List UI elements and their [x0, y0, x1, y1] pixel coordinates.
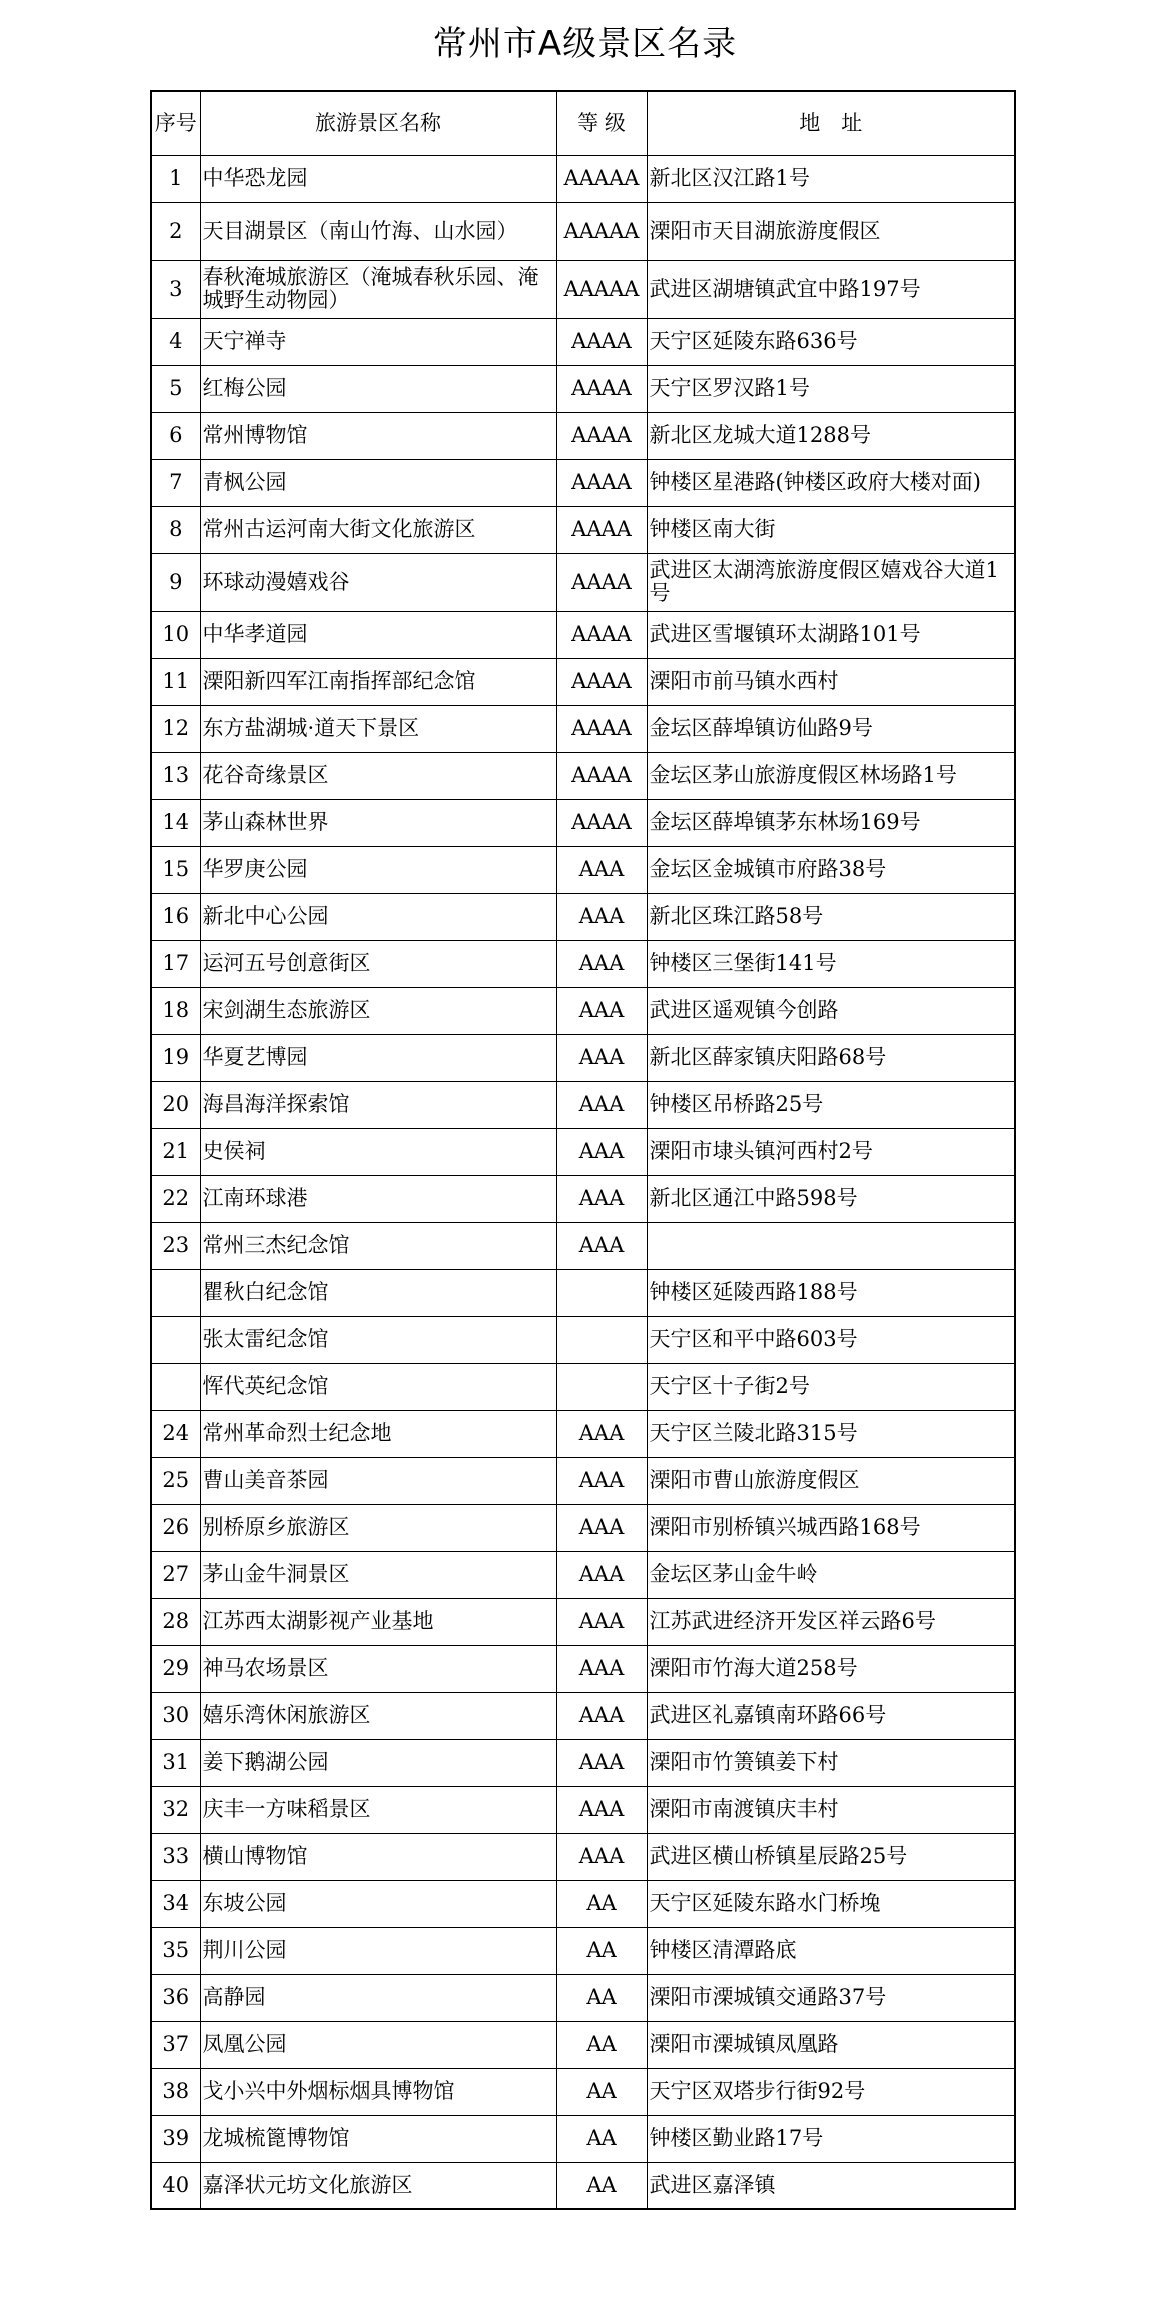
scenic-address: 新北区薛家镇庆阳路68号 — [647, 1034, 1015, 1081]
scenic-area-name: 溧阳新四军江南指挥部纪念馆 — [200, 658, 556, 705]
table-row — [151, 1081, 1015, 1128]
scenic-grade: AA — [556, 1974, 647, 2021]
row-number: 40 — [151, 2162, 200, 2209]
scenic-area-name: 宋剑湖生态旅游区 — [200, 987, 556, 1034]
row-number: 32 — [151, 1786, 200, 1833]
row-number: 9 — [151, 553, 200, 611]
table-row — [151, 1551, 1015, 1598]
row-number: 18 — [151, 987, 200, 1034]
header-name: 旅游景区名称 — [200, 91, 556, 155]
scenic-area-name: 史侯祠 — [200, 1128, 556, 1175]
scenic-address: 钟楼区勤业路17号 — [647, 2115, 1015, 2162]
scenic-grade: AAA — [556, 1081, 647, 1128]
scenic-grade: AAA — [556, 987, 647, 1034]
row-number: 13 — [151, 752, 200, 799]
scenic-grade — [556, 1363, 647, 1410]
row-number: 3 — [151, 260, 200, 318]
table-header-row — [151, 91, 1015, 155]
scenic-grade: AAA — [556, 1410, 647, 1457]
table-row — [151, 2021, 1015, 2068]
scenic-address: 天宁区延陵东路636号 — [647, 318, 1015, 365]
scenic-grade: AAA — [556, 1504, 647, 1551]
scenic-area-name: 江苏西太湖影视产业基地 — [200, 1598, 556, 1645]
row-number: 8 — [151, 506, 200, 553]
table-row — [151, 1504, 1015, 1551]
table-row — [151, 1457, 1015, 1504]
scenic-address: 钟楼区星港路(钟楼区政府大楼对面) — [647, 459, 1015, 506]
scenic-area-name: 运河五号创意街区 — [200, 940, 556, 987]
scenic-address: 溧阳市前马镇水西村 — [647, 658, 1015, 705]
scenic-address: 武进区雪堰镇环太湖路101号 — [647, 611, 1015, 658]
scenic-grade: AA — [556, 2162, 647, 2209]
scenic-area-name: 海昌海洋探索馆 — [200, 1081, 556, 1128]
row-number: 26 — [151, 1504, 200, 1551]
scenic-address: 武进区湖塘镇武宜中路197号 — [647, 260, 1015, 318]
scenic-area-name: 中华恐龙园 — [200, 155, 556, 202]
scenic-grade: AAA — [556, 1739, 647, 1786]
scenic-grade: AA — [556, 1927, 647, 1974]
scenic-area-name: 华夏艺博园 — [200, 1034, 556, 1081]
scenic-grade: AAAA — [556, 705, 647, 752]
scenic-area-name: 别桥原乡旅游区 — [200, 1504, 556, 1551]
table-row — [151, 846, 1015, 893]
scenic-address: 钟楼区南大街 — [647, 506, 1015, 553]
scenic-grade: AAAA — [556, 412, 647, 459]
scenic-area-name: 中华孝道园 — [200, 611, 556, 658]
table-row — [151, 318, 1015, 365]
table-row — [151, 987, 1015, 1034]
scenic-address: 钟楼区延陵西路188号 — [647, 1269, 1015, 1316]
scenic-area-table — [150, 90, 1016, 2210]
table-row — [151, 155, 1015, 202]
scenic-address: 天宁区兰陵北路315号 — [647, 1410, 1015, 1457]
scenic-address: 溧阳市别桥镇兴城西路168号 — [647, 1504, 1015, 1551]
scenic-area-name: 常州古运河南大街文化旅游区 — [200, 506, 556, 553]
scenic-area-name: 高静园 — [200, 1974, 556, 2021]
header-num: 序号 — [151, 91, 200, 155]
scenic-area-name: 戈小兴中外烟标烟具博物馆 — [200, 2068, 556, 2115]
scenic-grade: AAAA — [556, 752, 647, 799]
scenic-address: 武进区横山桥镇星辰路25号 — [647, 1833, 1015, 1880]
scenic-grade: AAAA — [556, 365, 647, 412]
scenic-area-name: 恽代英纪念馆 — [200, 1363, 556, 1410]
scenic-area-name: 江南环球港 — [200, 1175, 556, 1222]
scenic-area-name: 天目湖景区（南山竹海、山水园） — [200, 202, 556, 260]
scenic-address: 溧阳市溧城镇交通路37号 — [647, 1974, 1015, 2021]
table-row — [151, 2162, 1015, 2209]
scenic-address: 溧阳市竹海大道258号 — [647, 1645, 1015, 1692]
table-row — [151, 705, 1015, 752]
table-row — [151, 553, 1015, 611]
scenic-address: 新北区珠江路58号 — [647, 893, 1015, 940]
scenic-grade: AAA — [556, 846, 647, 893]
scenic-address: 新北区汉江路1号 — [647, 155, 1015, 202]
row-number: 29 — [151, 1645, 200, 1692]
scenic-area-name: 茅山金牛洞景区 — [200, 1551, 556, 1598]
row-number: 17 — [151, 940, 200, 987]
scenic-address: 武进区嘉泽镇 — [647, 2162, 1015, 2209]
scenic-grade: AAA — [556, 893, 647, 940]
table-body — [151, 155, 1015, 2209]
scenic-grade: AAA — [556, 1175, 647, 1222]
scenic-address: 天宁区和平中路603号 — [647, 1316, 1015, 1363]
row-number — [151, 1316, 200, 1363]
table-row — [151, 260, 1015, 318]
scenic-address: 新北区通江中路598号 — [647, 1175, 1015, 1222]
row-number: 5 — [151, 365, 200, 412]
table-row — [151, 1974, 1015, 2021]
scenic-grade: AAA — [556, 1034, 647, 1081]
scenic-address: 溧阳市天目湖旅游度假区 — [647, 202, 1015, 260]
row-number: 30 — [151, 1692, 200, 1739]
scenic-area-name: 张太雷纪念馆 — [200, 1316, 556, 1363]
scenic-area-name: 青枫公园 — [200, 459, 556, 506]
row-number: 20 — [151, 1081, 200, 1128]
row-number — [151, 1269, 200, 1316]
row-number: 24 — [151, 1410, 200, 1457]
row-number: 6 — [151, 412, 200, 459]
scenic-area-name: 茅山森林世界 — [200, 799, 556, 846]
row-number: 33 — [151, 1833, 200, 1880]
scenic-grade: AAAA — [556, 799, 647, 846]
table-row — [151, 1410, 1015, 1457]
row-number: 37 — [151, 2021, 200, 2068]
row-number: 4 — [151, 318, 200, 365]
row-number: 25 — [151, 1457, 200, 1504]
table-row — [151, 1645, 1015, 1692]
table-row — [151, 1739, 1015, 1786]
scenic-area-name: 横山博物馆 — [200, 1833, 556, 1880]
scenic-address: 金坛区薛埠镇茅东林场169号 — [647, 799, 1015, 846]
scenic-grade: AAAA — [556, 553, 647, 611]
scenic-grade: AAAAA — [556, 202, 647, 260]
row-number: 16 — [151, 893, 200, 940]
scenic-grade: AAAA — [556, 658, 647, 705]
table-row — [151, 611, 1015, 658]
scenic-area-name: 华罗庚公园 — [200, 846, 556, 893]
scenic-grade: AAAA — [556, 459, 647, 506]
scenic-area-name: 凤凰公园 — [200, 2021, 556, 2068]
scenic-grade: AAA — [556, 1692, 647, 1739]
table-row — [151, 1880, 1015, 1927]
scenic-grade: AAA — [556, 1833, 647, 1880]
scenic-grade: AA — [556, 2115, 647, 2162]
row-number: 21 — [151, 1128, 200, 1175]
table-row — [151, 1833, 1015, 1880]
scenic-area-name: 龙城梳篦博物馆 — [200, 2115, 556, 2162]
scenic-address: 天宁区十子街2号 — [647, 1363, 1015, 1410]
table-row — [151, 1175, 1015, 1222]
row-number: 31 — [151, 1739, 200, 1786]
scenic-address: 溧阳市溧城镇凤凰路 — [647, 2021, 1015, 2068]
scenic-area-name: 嘉泽状元坊文化旅游区 — [200, 2162, 556, 2209]
scenic-grade: AAA — [556, 1457, 647, 1504]
scenic-area-name: 荆川公园 — [200, 1927, 556, 1974]
scenic-area-name: 瞿秋白纪念馆 — [200, 1269, 556, 1316]
row-number: 34 — [151, 1880, 200, 1927]
scenic-address: 金坛区茅山金牛岭 — [647, 1551, 1015, 1598]
table-row — [151, 459, 1015, 506]
scenic-address: 溧阳市曹山旅游度假区 — [647, 1457, 1015, 1504]
row-number: 15 — [151, 846, 200, 893]
scenic-area-name: 嬉乐湾休闲旅游区 — [200, 1692, 556, 1739]
table-row — [151, 1269, 1015, 1316]
scenic-address: 新北区龙城大道1288号 — [647, 412, 1015, 459]
scenic-grade: AAAAA — [556, 155, 647, 202]
page-title: 常州市A级景区名录 — [432, 24, 738, 64]
scenic-area-name: 春秋淹城旅游区（淹城春秋乐园、淹城野生动物园） — [200, 260, 556, 318]
row-number: 10 — [151, 611, 200, 658]
scenic-address: 天宁区罗汉路1号 — [647, 365, 1015, 412]
scenic-address — [647, 1222, 1015, 1269]
scenic-address: 金坛区薛埠镇访仙路9号 — [647, 705, 1015, 752]
scenic-grade: AAAA — [556, 318, 647, 365]
scenic-address: 武进区礼嘉镇南环路66号 — [647, 1692, 1015, 1739]
row-number: 27 — [151, 1551, 200, 1598]
table-row — [151, 202, 1015, 260]
scenic-address: 江苏武进经济开发区祥云路6号 — [647, 1598, 1015, 1645]
scenic-grade: AAA — [556, 1551, 647, 1598]
row-number: 7 — [151, 459, 200, 506]
table-row — [151, 2068, 1015, 2115]
header-grade: 等 级 — [556, 91, 647, 155]
table-row — [151, 940, 1015, 987]
table-row — [151, 752, 1015, 799]
scenic-area-name: 新北中心公园 — [200, 893, 556, 940]
row-number: 11 — [151, 658, 200, 705]
table-row — [151, 2115, 1015, 2162]
scenic-address: 天宁区延陵东路水门桥堍 — [647, 1880, 1015, 1927]
scenic-area-name: 红梅公园 — [200, 365, 556, 412]
scenic-grade: AA — [556, 2068, 647, 2115]
scenic-area-name: 东坡公园 — [200, 1880, 556, 1927]
row-number: 39 — [151, 2115, 200, 2162]
row-number: 22 — [151, 1175, 200, 1222]
scenic-grade: AAA — [556, 940, 647, 987]
table-row — [151, 412, 1015, 459]
scenic-address: 钟楼区吊桥路25号 — [647, 1081, 1015, 1128]
scenic-address: 溧阳市南渡镇庆丰村 — [647, 1786, 1015, 1833]
scenic-grade: AAA — [556, 1222, 647, 1269]
row-number: 12 — [151, 705, 200, 752]
scenic-area-name: 环球动漫嬉戏谷 — [200, 553, 556, 611]
table-row — [151, 799, 1015, 846]
scenic-grade: AAA — [556, 1128, 647, 1175]
table-row — [151, 1598, 1015, 1645]
scenic-address: 钟楼区清潭路底 — [647, 1927, 1015, 1974]
table-row — [151, 1034, 1015, 1081]
table-row — [151, 1363, 1015, 1410]
row-number: 23 — [151, 1222, 200, 1269]
scenic-grade: AAAAA — [556, 260, 647, 318]
scenic-grade — [556, 1316, 647, 1363]
scenic-address: 金坛区金城镇市府路38号 — [647, 846, 1015, 893]
table-row — [151, 506, 1015, 553]
scenic-area-name: 姜下鹅湖公园 — [200, 1739, 556, 1786]
scenic-address: 溧阳市埭头镇河西村2号 — [647, 1128, 1015, 1175]
scenic-grade: AAA — [556, 1645, 647, 1692]
row-number: 38 — [151, 2068, 200, 2115]
scenic-grade: AAAA — [556, 506, 647, 553]
scenic-area-name: 天宁禅寺 — [200, 318, 556, 365]
table-row — [151, 1222, 1015, 1269]
table-row — [151, 658, 1015, 705]
table-row — [151, 1316, 1015, 1363]
table-row — [151, 1927, 1015, 1974]
scenic-area-name: 曹山美音茶园 — [200, 1457, 556, 1504]
scenic-address: 金坛区茅山旅游度假区林场路1号 — [647, 752, 1015, 799]
header-address: 地 址 — [647, 91, 1015, 155]
scenic-grade — [556, 1269, 647, 1316]
scenic-address: 钟楼区三堡街141号 — [647, 940, 1015, 987]
row-number: 1 — [151, 155, 200, 202]
scenic-area-name: 东方盐湖城·道天下景区 — [200, 705, 556, 752]
scenic-address: 天宁区双塔步行街92号 — [647, 2068, 1015, 2115]
table-row — [151, 1692, 1015, 1739]
scenic-grade: AA — [556, 2021, 647, 2068]
scenic-address: 溧阳市竹箦镇姜下村 — [647, 1739, 1015, 1786]
scenic-address: 武进区遥观镇今创路 — [647, 987, 1015, 1034]
row-number: 19 — [151, 1034, 200, 1081]
row-number: 36 — [151, 1974, 200, 2021]
scenic-grade: AA — [556, 1880, 647, 1927]
table-row — [151, 893, 1015, 940]
table-row — [151, 1128, 1015, 1175]
scenic-address: 武进区太湖湾旅游度假区嬉戏谷大道1号 — [647, 553, 1015, 611]
row-number: 35 — [151, 1927, 200, 1974]
row-number: 2 — [151, 202, 200, 260]
row-number: 14 — [151, 799, 200, 846]
scenic-area-name: 常州三杰纪念馆 — [200, 1222, 556, 1269]
table-row — [151, 365, 1015, 412]
row-number: 28 — [151, 1598, 200, 1645]
row-number — [151, 1363, 200, 1410]
scenic-area-name: 常州革命烈士纪念地 — [200, 1410, 556, 1457]
scenic-grade: AAA — [556, 1598, 647, 1645]
scenic-area-name: 常州博物馆 — [200, 412, 556, 459]
scenic-grade: AAA — [556, 1786, 647, 1833]
scenic-area-name: 庆丰一方味稻景区 — [200, 1786, 556, 1833]
scenic-grade: AAAA — [556, 611, 647, 658]
scenic-area-name: 神马农场景区 — [200, 1645, 556, 1692]
table-row — [151, 1786, 1015, 1833]
scenic-area-name: 花谷奇缘景区 — [200, 752, 556, 799]
